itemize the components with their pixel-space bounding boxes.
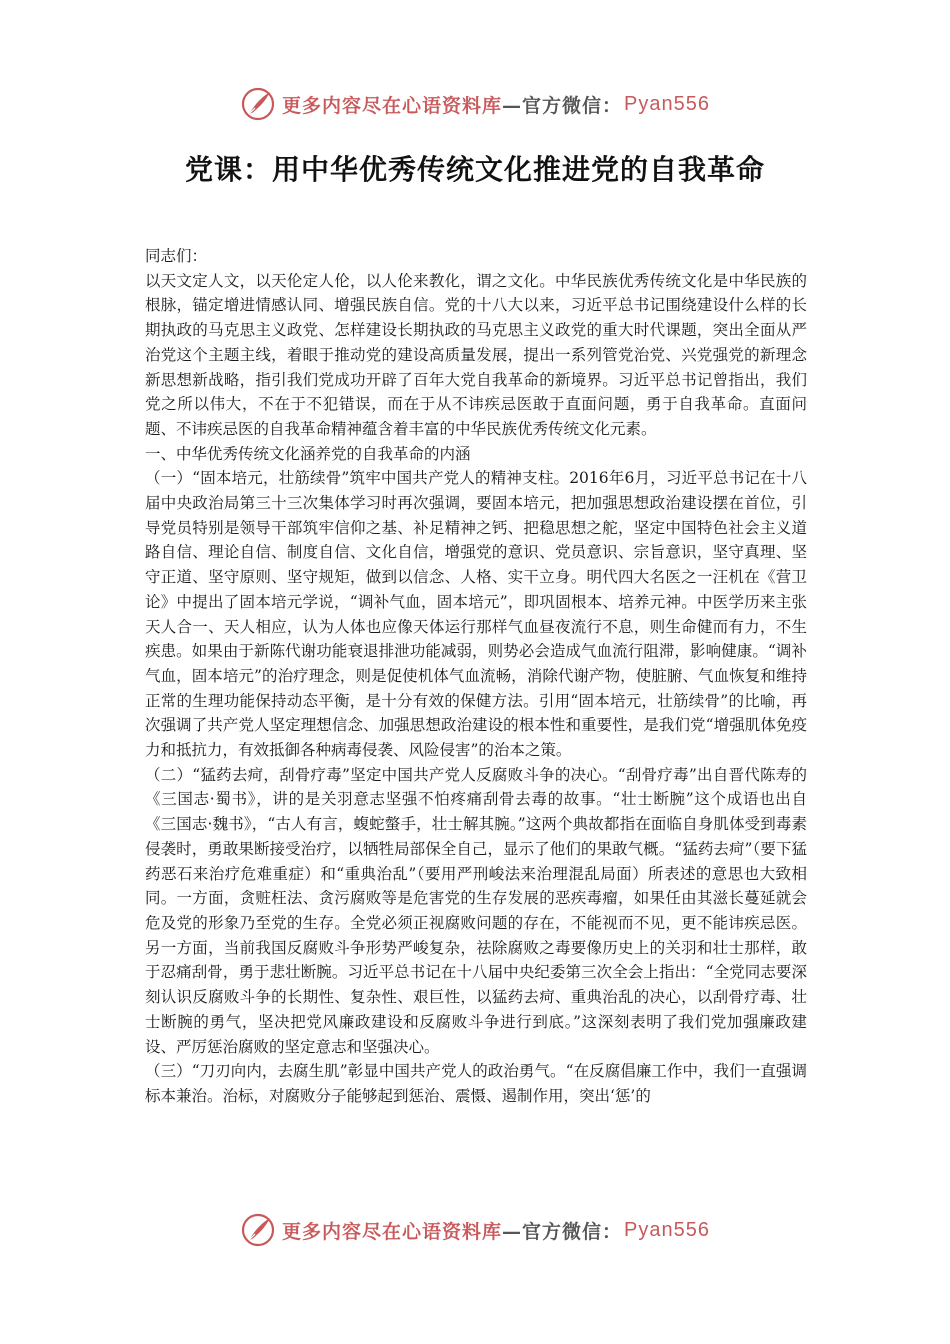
paragraph-point-1: （一）“固本培元，壮筋续骨”筑牢中国共产党人的精神支柱。2016年6月，习近平总书记在十八届中央政治局第三十三次集体学习时再次强调，要固本培元，把加强思想政治建设摆在首位，引导党员特别是领导干部筑牢信仰之基、补足精神之钙、把稳思想之舵，坚定中国特色社会主义道路自信、理论自信、制度自信、文化自信，增强党的意识、党员意识、宗旨意识，坚守真理、坚守正道、坚守原则、坚守规矩，做到以信念、人格、实干立身。明代四大名医之一汪机在《营卫论》中提出了固本培元学说，“调补气血，固本培元”，即巩固根本、培养元神。中医学历来主张天人合一、天人相应，认为人体也应像天体运行那样气血昼夜流行不息，则生命健而有力，不生疾患。如果由于新陈代谢功能衰退排泄功能减弱，则势必会造成气血流行阻滞，影响健康。“调补气血，固本培元”的治疗理念，则是促使机体气血流畅，消除代谢产物，使脏腑、气血恢复和维持正常的生理功能保持动态平衡，是十分有效的保健方法。引用“固本培元，壮筋续骨”的比喻，再次强调了共产党人坚定理想信念、加强思想政治建设的根本性和重要性，是我们党“增强肌体免疫力和抵抗力，有效抵御各种病毒侵袭、风险侵害”的治本之策。 xyxy=(145,469,807,760)
salutation: 同志们： xyxy=(145,247,208,265)
watermark-header xyxy=(0,82,950,126)
watermark-text: 更多内容尽在心语资料库 xyxy=(282,1220,503,1243)
watermark-separator: —官方微信： xyxy=(502,1220,623,1243)
paragraph-point-2: （二）“猛药去疴，刮骨疗毒”坚定中国共产党人反腐败斗争的决心。“刮骨疗毒”出自晋代陈寿的《三国志·蜀书》，讲的是关羽意志坚强不怕疼痛刮骨去毒的故事。“壮士断腕”这个成语也出自《三国志·魏书》，“古人有言，蝮蛇螫手，壮士解其腕。”这两个典故都指在面临自身肌体受到毒素侵袭时，勇敢果断接受治疗，以牺牲局部保全自己，显示了他们的果敢气概。“猛药去疴”（要下猛药恶石来治疗危难重症）和“重典治乱”（要用严刑峻法来治理混乱局面）所表述的意思也大致相同。一方面，贪赃枉法、贪污腐败等是危害党的生存发展的恶疾毒瘤，如果任由其滋长蔓延就会危及党的形象乃至党的生存。全党必须正视腐败问题的存在，不能视而不见，更不能讳疾忌医。另一方面，当前我国反腐败斗争形势严峻复杂，祛除腐败之毒要像历史上的关羽和壮士那样，敢于忍痛刮骨，勇于悲壮断腕。习近平总书记在十八届中央纪委第三次全会上指出：“全党同志要深刻认识反腐败斗争的长期性、复杂性、艰巨性，以猛药去疴、重典治乱的决心，以刮骨疗毒、壮士断腕的勇气，坚决把党风廉政建设和反腐败斗争进行到底。”这深刻表明了我们党加强廉政建设、严厉惩治腐败的坚定意志和坚强决心。 xyxy=(145,765,807,1056)
paragraph-intro: 以天文定人文，以天伦定人伦，以人伦来教化，谓之文化。中华民族优秀传统文化是中华民族的根脉，锚定增进情感认同、增强民族自信。党的十八大以来，习近平总书记围绕建设什么样的长期执政的马克思主义政党、怎样建设长期执政的马克思主义政党的重大时代课题，突出全面从严治党这个主题主线，着眼于推动党的建设高质量发展，提出一系列管党治党、兴党强党的新理念新思想新战略，指引我们党成功开辟了百年大党自我革命的新境界。习近平总书记曾指出，我们党之所以伟大，不在于不犯错误，而在于从不讳疾忌医敢于直面问题，勇于自我革命。直面问题、不讳疾忌医的自我革命精神蕴含着丰富的中华民族优秀传统文化元素。 xyxy=(145,271,807,438)
document-body xyxy=(145,244,807,1109)
quill-pen-icon xyxy=(240,1212,276,1248)
section-heading: 一、中华优秀传统文化涵养党的自我革命的内涵 xyxy=(145,444,471,463)
watermark-separator: —官方微信： xyxy=(502,94,623,117)
paragraph-point-3: （三）“刀刃向内，去腐生肌”彰显中国共产党人的政治勇气。“在反腐倡廉工作中，我们一直强调标本兼治。治标，对腐败分子能够起到惩治、震慑、遏制作用，突出‘惩’的 xyxy=(145,1062,807,1105)
watermark-footer xyxy=(0,1208,950,1252)
document-title: 党课：用中华优秀传统文化推进党的自我革命 xyxy=(184,153,765,186)
watermark-handle: Pyan556 xyxy=(624,92,710,115)
quill-pen-icon xyxy=(240,86,276,122)
watermark-handle: Pyan556 xyxy=(624,1218,710,1241)
watermark-text: 更多内容尽在心语资料库 xyxy=(282,94,503,117)
